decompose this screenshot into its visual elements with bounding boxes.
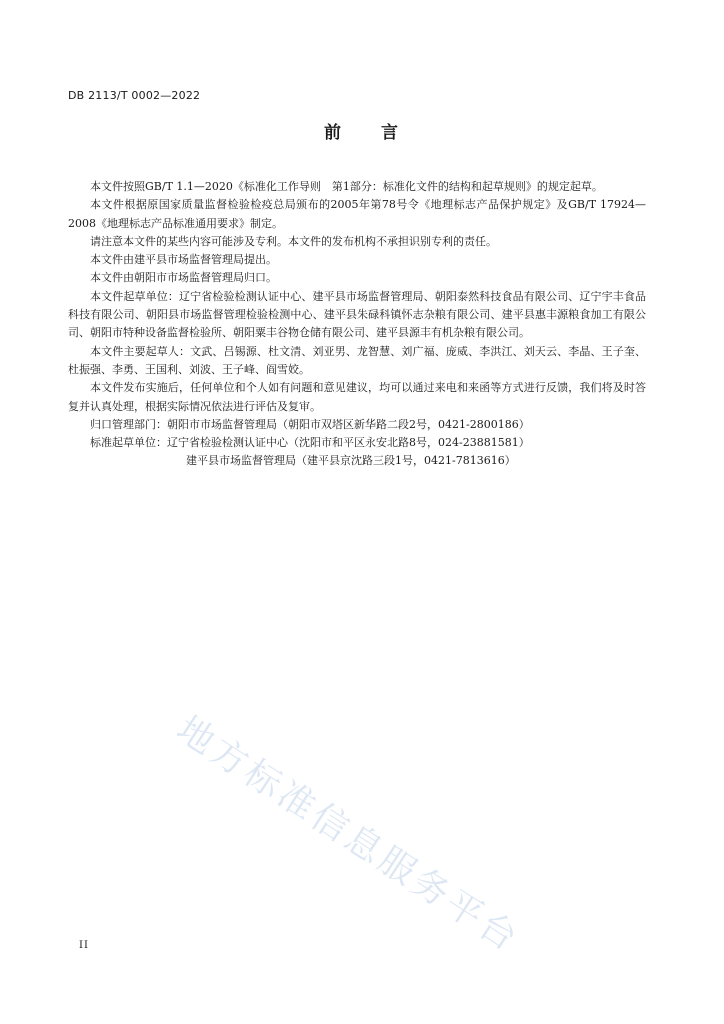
watermark: 地方标准信息服务平台 bbox=[169, 708, 528, 961]
paragraph-main-drafters: 本文件主要起草人：文武、吕锡源、杜文清、刘亚男、龙智慧、刘广福、庞威、李洪江、刘天云、李晶、王子奎、杜振强、李勇、王国利、刘波、王子峰、阎雪姣。 bbox=[68, 344, 646, 376]
document-code: DB 2113/T 0002—2022 bbox=[68, 89, 201, 102]
paragraph-legal-basis: 本文件根据原国家质量监督检验检疫总局颁布的2005年第78号令《地理标志产品保护规定》及GB/T 17924—2008《地理标志产品标准通用要求》制定。 bbox=[68, 198, 646, 230]
page-title: 前 言 bbox=[324, 123, 400, 143]
paragraph-feedback: 本文件发布实施后，任何单位和个人如有问题和意见建议，均可以通过来电和来函等方式进行反馈，我们将及时答复并认真处理，根据实际情况依法进行评估及复审。 bbox=[68, 381, 646, 413]
paragraph-patent-notice: 请注意本文件的某些内容可能涉及专利。本文件的发布机构不承担识别专利的责任。 bbox=[90, 234, 497, 248]
page-number: II bbox=[79, 940, 89, 951]
paragraph-drafting-units: 本文件起草单位：辽宁省检验检测认证中心、建平县市场监督管理局、朝阳泰然科技食品有限公司、辽宁宇丰食品科技有限公司、朝阳县市场监督管理检验检测中心、建平县朱碌科镇怀志杂粮有限公司、建平县惠丰源粮食加工有限公司、朝阳市特种设备监督检验所、朝阳粟丰谷物仓储有限公司、建平县源丰有机杂粮有限公司。 bbox=[68, 289, 646, 340]
paragraph-drafting-basis: 本文件按照GB/T 1.1—2020《标准化工作导则 第1部分：标准化文件的结构和起草规则》的规定起草。 bbox=[90, 180, 603, 193]
foreword-body bbox=[68, 178, 646, 471]
contact-drafting-unit: 标准起草单位：辽宁省检验检测认证中心（沈阳市和平区永安北路8号，024-23881581） bbox=[90, 436, 530, 450]
contact-drafting-unit-second: 建平县市场监督管理局（建平县京沈路三段1号，0421-7813616） bbox=[186, 454, 516, 468]
contact-management-department: 归口管理部门：朝阳市市场监督管理局（朝阳市双塔区新华路二段2号，0421-2800186） bbox=[90, 417, 530, 431]
paragraph-proposer: 本文件由建平县市场监督管理局提出。 bbox=[90, 253, 277, 267]
paragraph-centralized-management: 本文件由朝阳市市场监督管理局归口。 bbox=[90, 271, 277, 285]
